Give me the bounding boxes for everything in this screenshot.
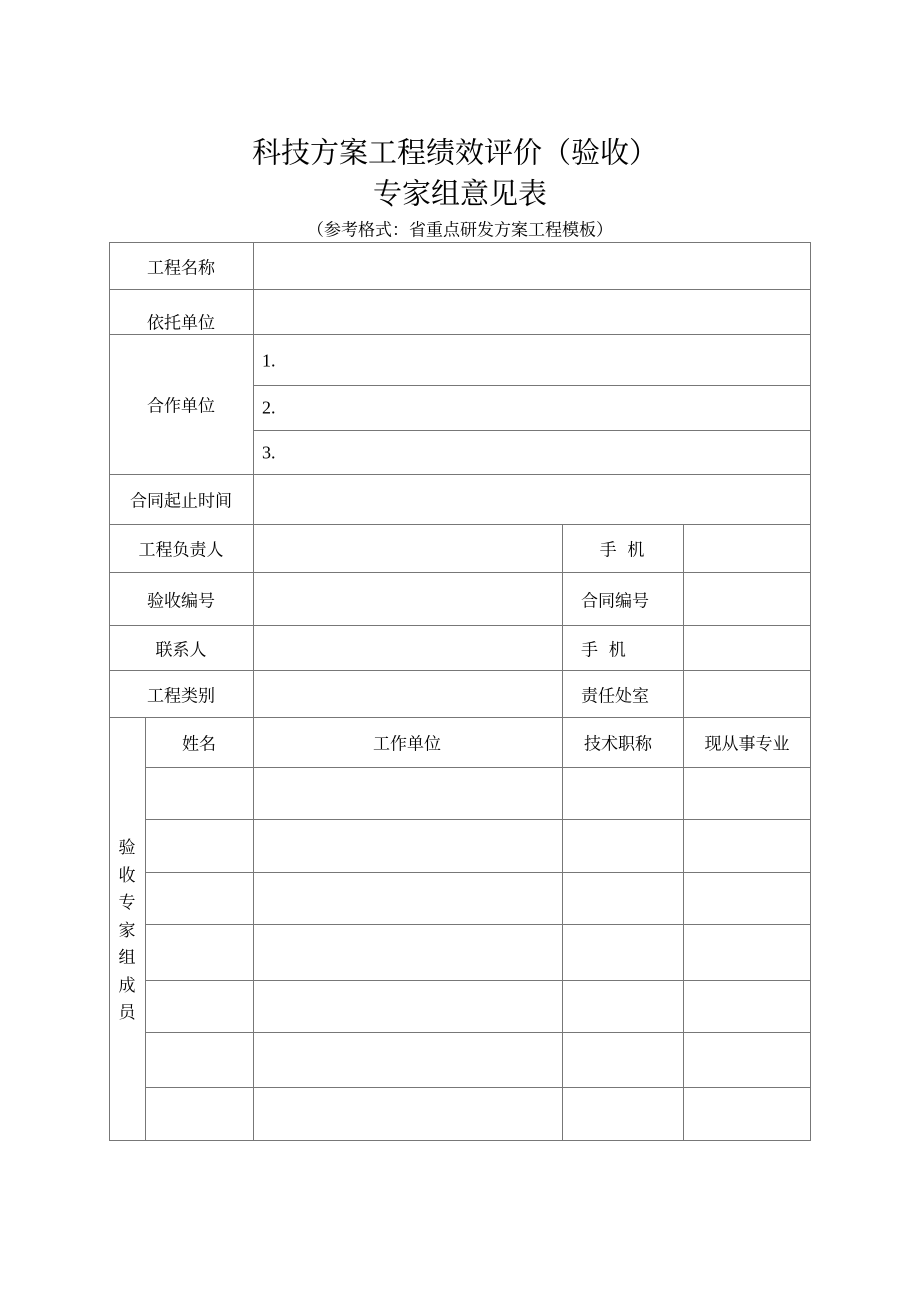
label-cooperating-unit: 合作单位: [147, 396, 215, 417]
label-mobile-1: 手 机: [599, 540, 645, 561]
label-contact: 联系人: [155, 640, 207, 661]
label-entrusting-unit: 依托单位: [147, 313, 215, 334]
label-contract-no: 合同编号: [581, 591, 649, 612]
coop-item-1: 1.: [262, 350, 276, 371]
label-expert-members: 验收专家组成员: [118, 838, 136, 1023]
title-line-1: 科技方案工程绩效评价（验收）: [251, 135, 659, 170]
header-specialty: 现从事专业: [704, 734, 790, 755]
label-mobile-2: 手 机: [581, 640, 626, 661]
coop-item-3: 3.: [262, 442, 276, 463]
header-work-unit: 工作单位: [373, 734, 441, 755]
subtitle: （参考格式：省重点研发方案工程模板）: [307, 220, 613, 241]
header-name: 姓名: [182, 734, 216, 755]
coop-item-2: 2.: [262, 397, 276, 418]
label-project-name: 工程名称: [147, 258, 215, 279]
label-responsible-office: 责任处室: [581, 686, 649, 707]
title-line-2: 专家组意见表: [372, 176, 548, 211]
label-acceptance-no: 验收编号: [147, 591, 215, 612]
label-project-category: 工程类别: [147, 686, 215, 707]
label-contract-period: 合同起止时间: [130, 491, 232, 512]
header-title: 技术职称: [584, 734, 652, 755]
label-project-leader: 工程负责人: [138, 540, 224, 561]
